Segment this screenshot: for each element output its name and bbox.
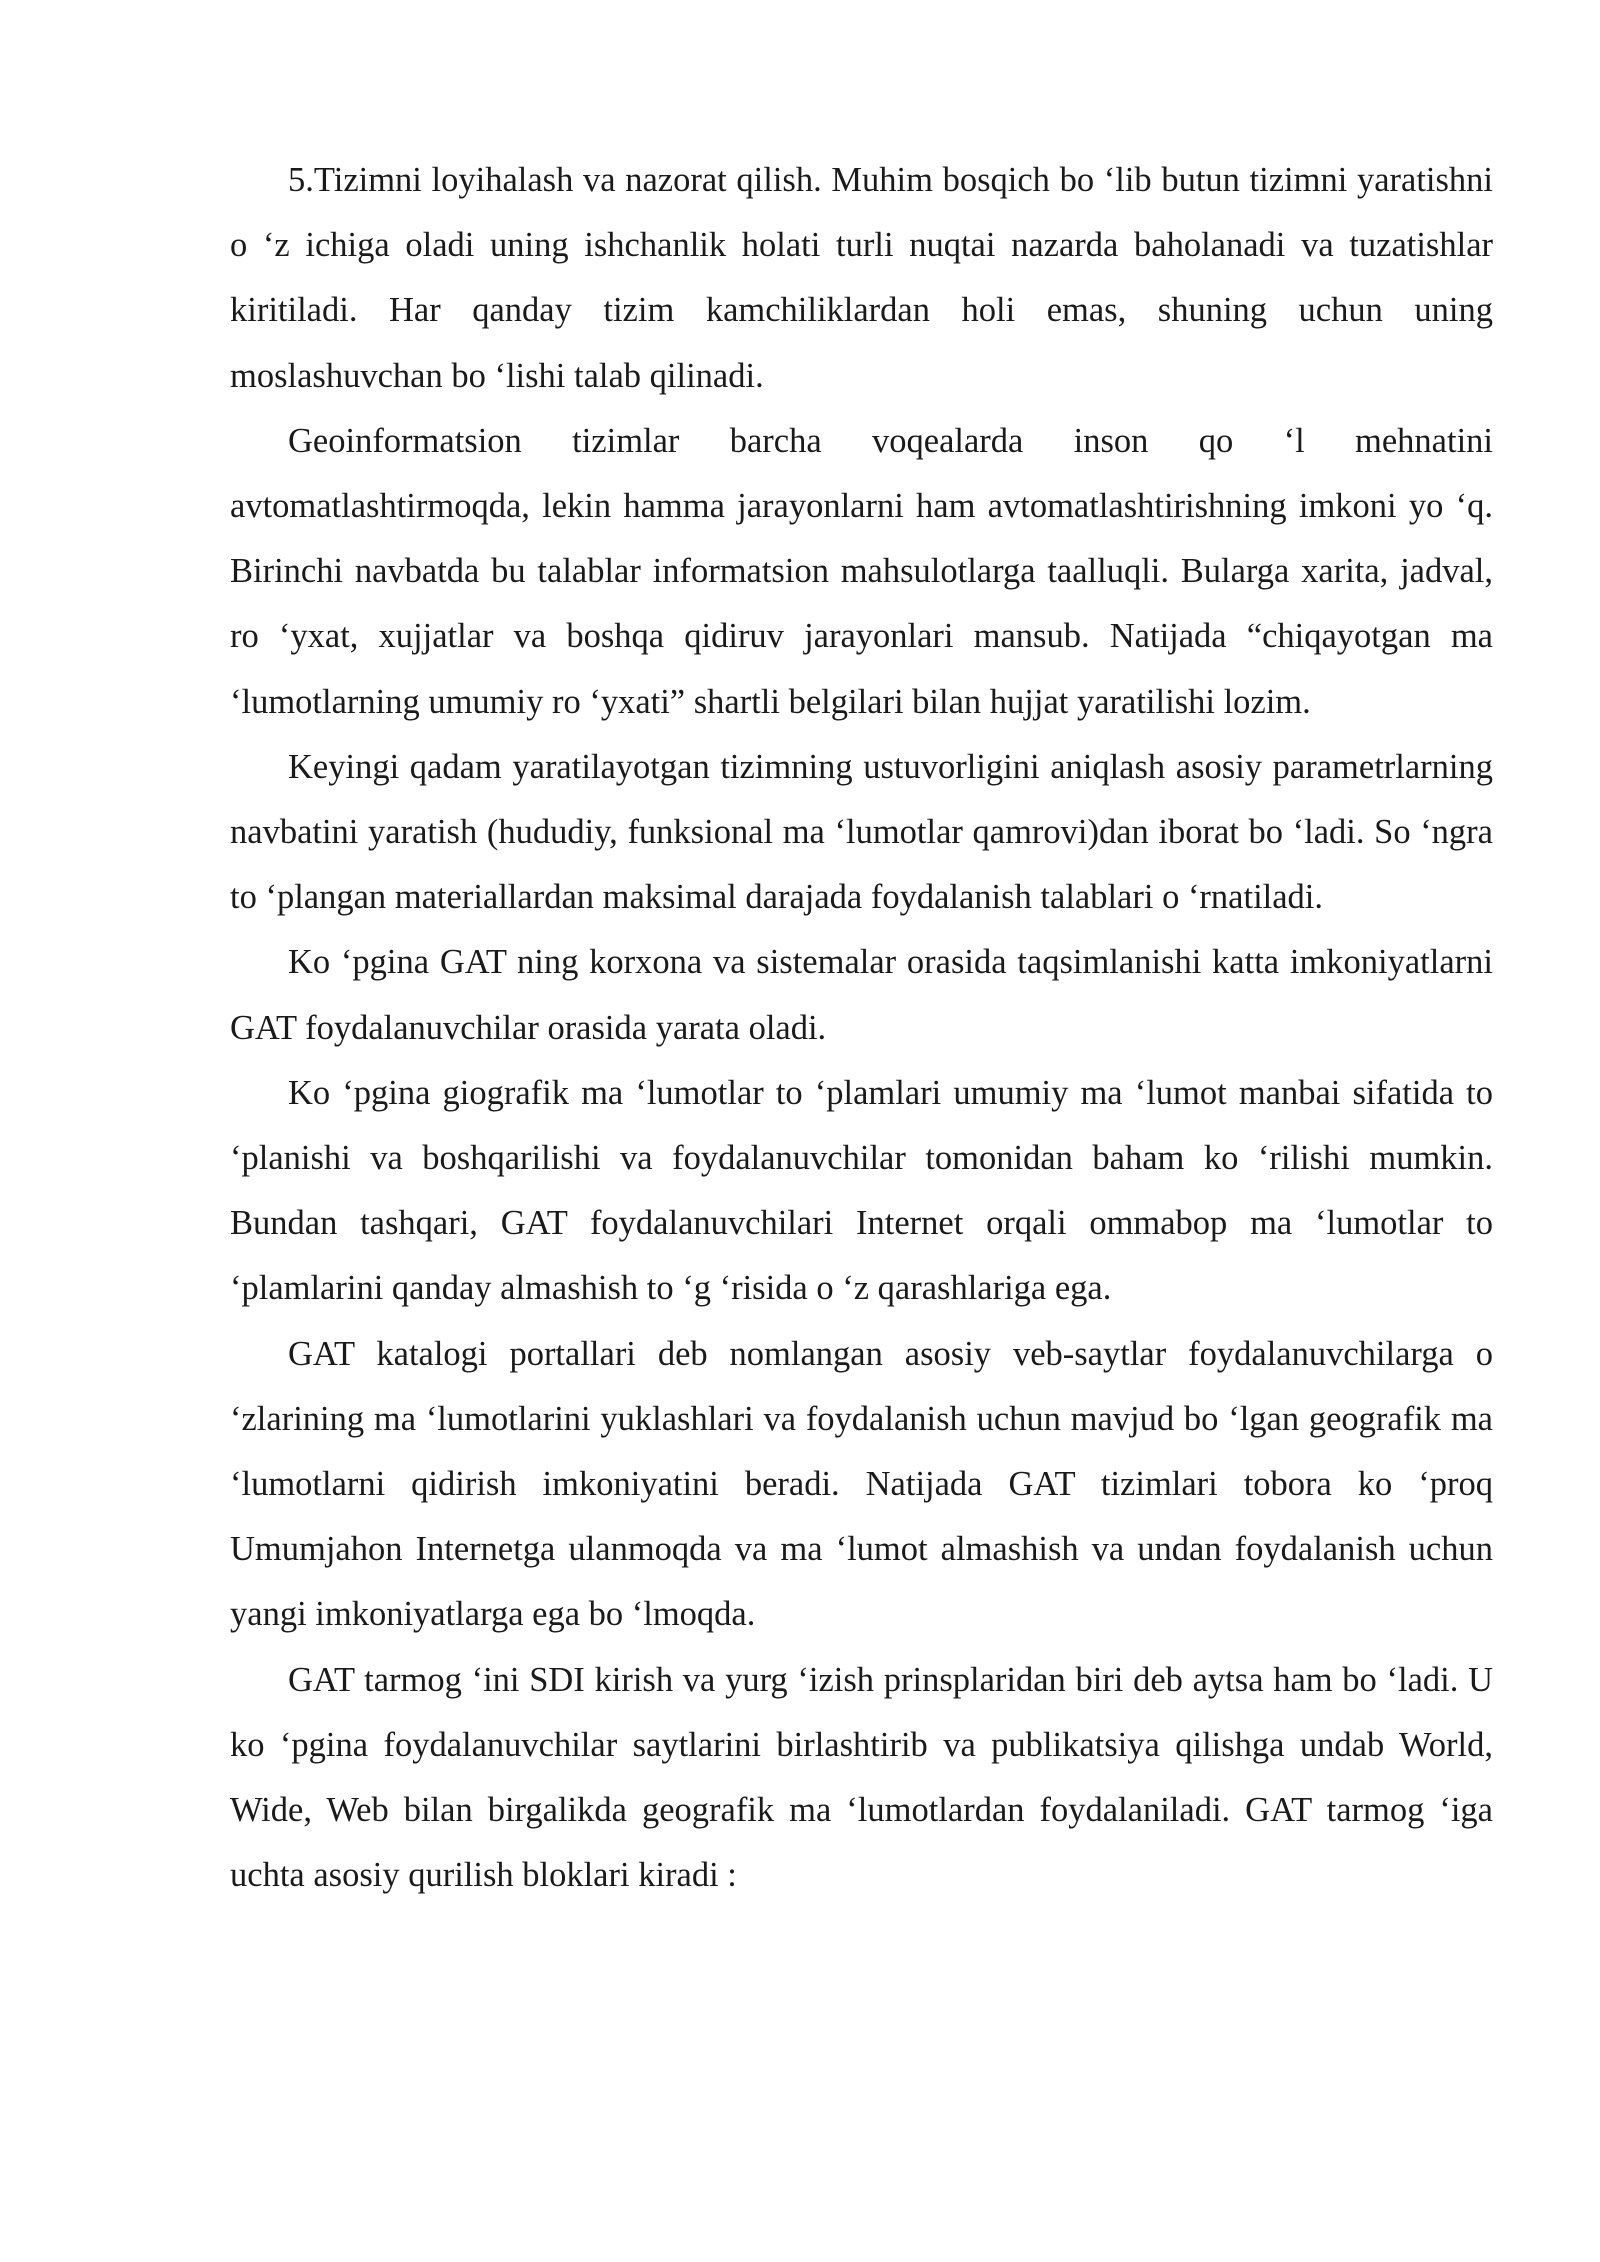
paragraph-system-design: 5.Tizimni loyihalash va nazorat qilish. Muhim bosqich bo ‘lib butun tizimni yaratishni o ‘z ichiga oladi uning ishchanlik holati turli nuqtai nazarda baholanadi va tuzatishlar kiritiladi. Har qanday tizim kamchiliklardan holi emas, shuning uchun uning moslashuvchan bo ‘lishi talab qilinadi. bbox=[230, 161, 1493, 395]
paragraph-geographic-datasets: Ko ‘pgina giografik ma ‘lumotlar to ‘plamlari umumiy ma ‘lumot manbai sifatida to ‘planishi va boshqarilishi va foydalanuvchilar tomonidan baham ko ‘rilishi mumkin. Bundan tashqari, GAT foydalanuvchilari Internet orqali ommabop ma ‘lumotlar to ‘plamlarini qanday almashish to ‘g ‘risida o ‘z qarashlariga ega. bbox=[230, 1073, 1493, 1308]
paragraph-gat-distribution: Ko ‘pgina GAT ning korxona va sistemalar orasida taqsimlanishi katta imkoniyatlarni GAT foydalanuvchilar orasida yarata oladi. bbox=[230, 943, 1493, 1047]
document-page bbox=[230, 148, 1493, 1908]
paragraph-geoinformation-systems: Geoinformatsion tizimlar barcha voqealarda inson qo ‘l mehnatini avtomatlashtirmoqda, lekin hamma jarayonlarni ham avtomatlashtirishning imkoni yo ‘q. Birinchi navbatda bu talablar informatsion mahsulotlarga taalluqli. Bularga xarita, jadval, ro ‘yxat, xujjatlar va boshqa qidiruv jarayonlari mansub. Natijada “chiqayotgan ma ‘lumotlarning umumiy ro ‘yxati” shartli belgilari bilan hujjat yaratilishi lozim. bbox=[230, 421, 1493, 721]
paragraph-next-step: Keyingi qadam yaratilayotgan tizimning ustuvorligini aniqlash asosiy parametrlarning navbatini yaratish (hududiy, funksional ma ‘lumotlar qamrovi)dan iborat bo ‘ladi. So ‘ngra to ‘plangan materiallardan maksimal darajada foydalanish talablari o ‘rnatiladi. bbox=[230, 747, 1493, 917]
paragraph-gat-catalog-portals: GAT katalogi portallari deb nomlangan asosiy veb-saytlar foydalanuvchilarga o ‘zlarining ma ‘lumotlarini yuklashlari va foydalanish uchun mavjud bo ‘lgan geografik ma ‘lumotlarni qidirish imkoniyatini beradi. Natijada GAT tizimlari tobora ko ‘proq Umumjahon Internetga ulanmoqda va ma ‘lumot almashish va undan foydalanish uchun yangi imkoniyatlarga ega bo ‘lmoqda. bbox=[230, 1334, 1493, 1634]
paragraph-gat-network: GAT tarmog ‘ini SDI kirish va yurg ‘izish prinsplaridan biri deb aytsa ham bo ‘ladi. U ko ‘pgina foydalanuvchilar saytlarini birlashtirib va publikatsiya qilishga undab World, Wide, Web bilan birgalikda geografik ma ‘lumotlardan foydalaniladi. GAT tarmog ‘iga uchta asosiy qurilish bloklari kiradi : bbox=[230, 1660, 1493, 1895]
